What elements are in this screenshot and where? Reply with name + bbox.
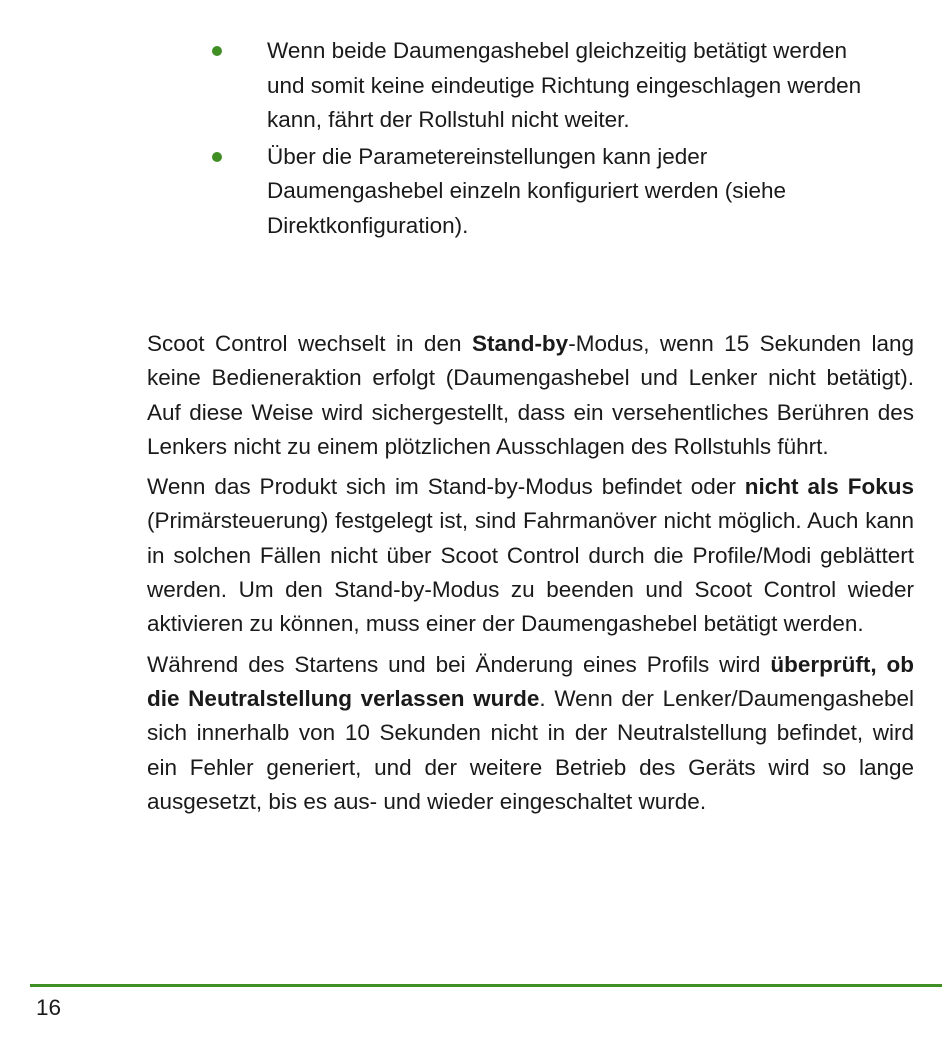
bullet-text: Über die Parametereinstellungen kann jeder Daumengashebel einzeln konfiguriert werden (siehe Direktkonfiguration).: [267, 143, 787, 238]
bold-term: nicht als Fokus: [744, 474, 914, 500]
bold-term: überprüft, ob die Neutralstellung verlassen wurde: [147, 651, 914, 711]
paragraph-standby-mode: [147, 327, 914, 464]
list-item: [208, 34, 888, 138]
list-item: [208, 140, 888, 244]
paragraph-focus: [147, 470, 914, 641]
page-number: 16: [36, 995, 62, 1020]
bullet-list: [208, 34, 888, 245]
bold-term: Stand-by: [471, 331, 569, 356]
paragraph-text: Scoot Control wechselt in den: [147, 331, 472, 356]
paragraph-text: -Modus, wenn 15 Sekunden lang keine Bedieneraktion erfolgt (Daumengashebel und Lenker nicht betätigt). Auf diese Weise wird sichergestellt, dass ein versehentliches Berühren des Lenkers nicht zu einem plötzlichen Ausschlagen des Rollstuhls führt.: [147, 331, 914, 459]
paragraph-text: Während des Startens und bei Änderung eines Profils wird: [147, 651, 771, 677]
paragraph-neutral-check: [147, 648, 914, 819]
bullet-icon: [212, 46, 222, 56]
bullet-text: Wenn beide Daumengashebel gleichzeitig betätigt werden und somit keine eindeutige Richtung eingeschlagen werden kann, fährt der Rollstuhl nicht weiter.: [267, 38, 862, 132]
body-text: [147, 327, 914, 825]
footer-divider: [30, 984, 942, 987]
bullet-icon: [212, 152, 222, 162]
paragraph-text: . Wenn der Lenker/Daumengashebel sich innerhalb von 10 Sekunden nicht in der Neutralstellung befindet, wird ein Fehler generiert, und der weitere Betrieb des Geräts wird so lange ausgesetzt, bis es aus- und wieder eingeschaltet wurde.: [147, 685, 914, 814]
paragraph-text: Wenn das Produkt sich im Stand-by-Modus befindet oder: [147, 474, 745, 500]
paragraph-text: (Primärsteuerung) festgelegt ist, sind Fahrmanöver nicht möglich. Auch kann in solchen Fällen nicht über Scoot Control durch die Profile/Modi geblättert werden. Um den Stand-by-Modus zu beenden und Scoot Control wieder aktivieren zu können, muss einer der Daumengashebel betätigt werden.: [147, 508, 914, 637]
